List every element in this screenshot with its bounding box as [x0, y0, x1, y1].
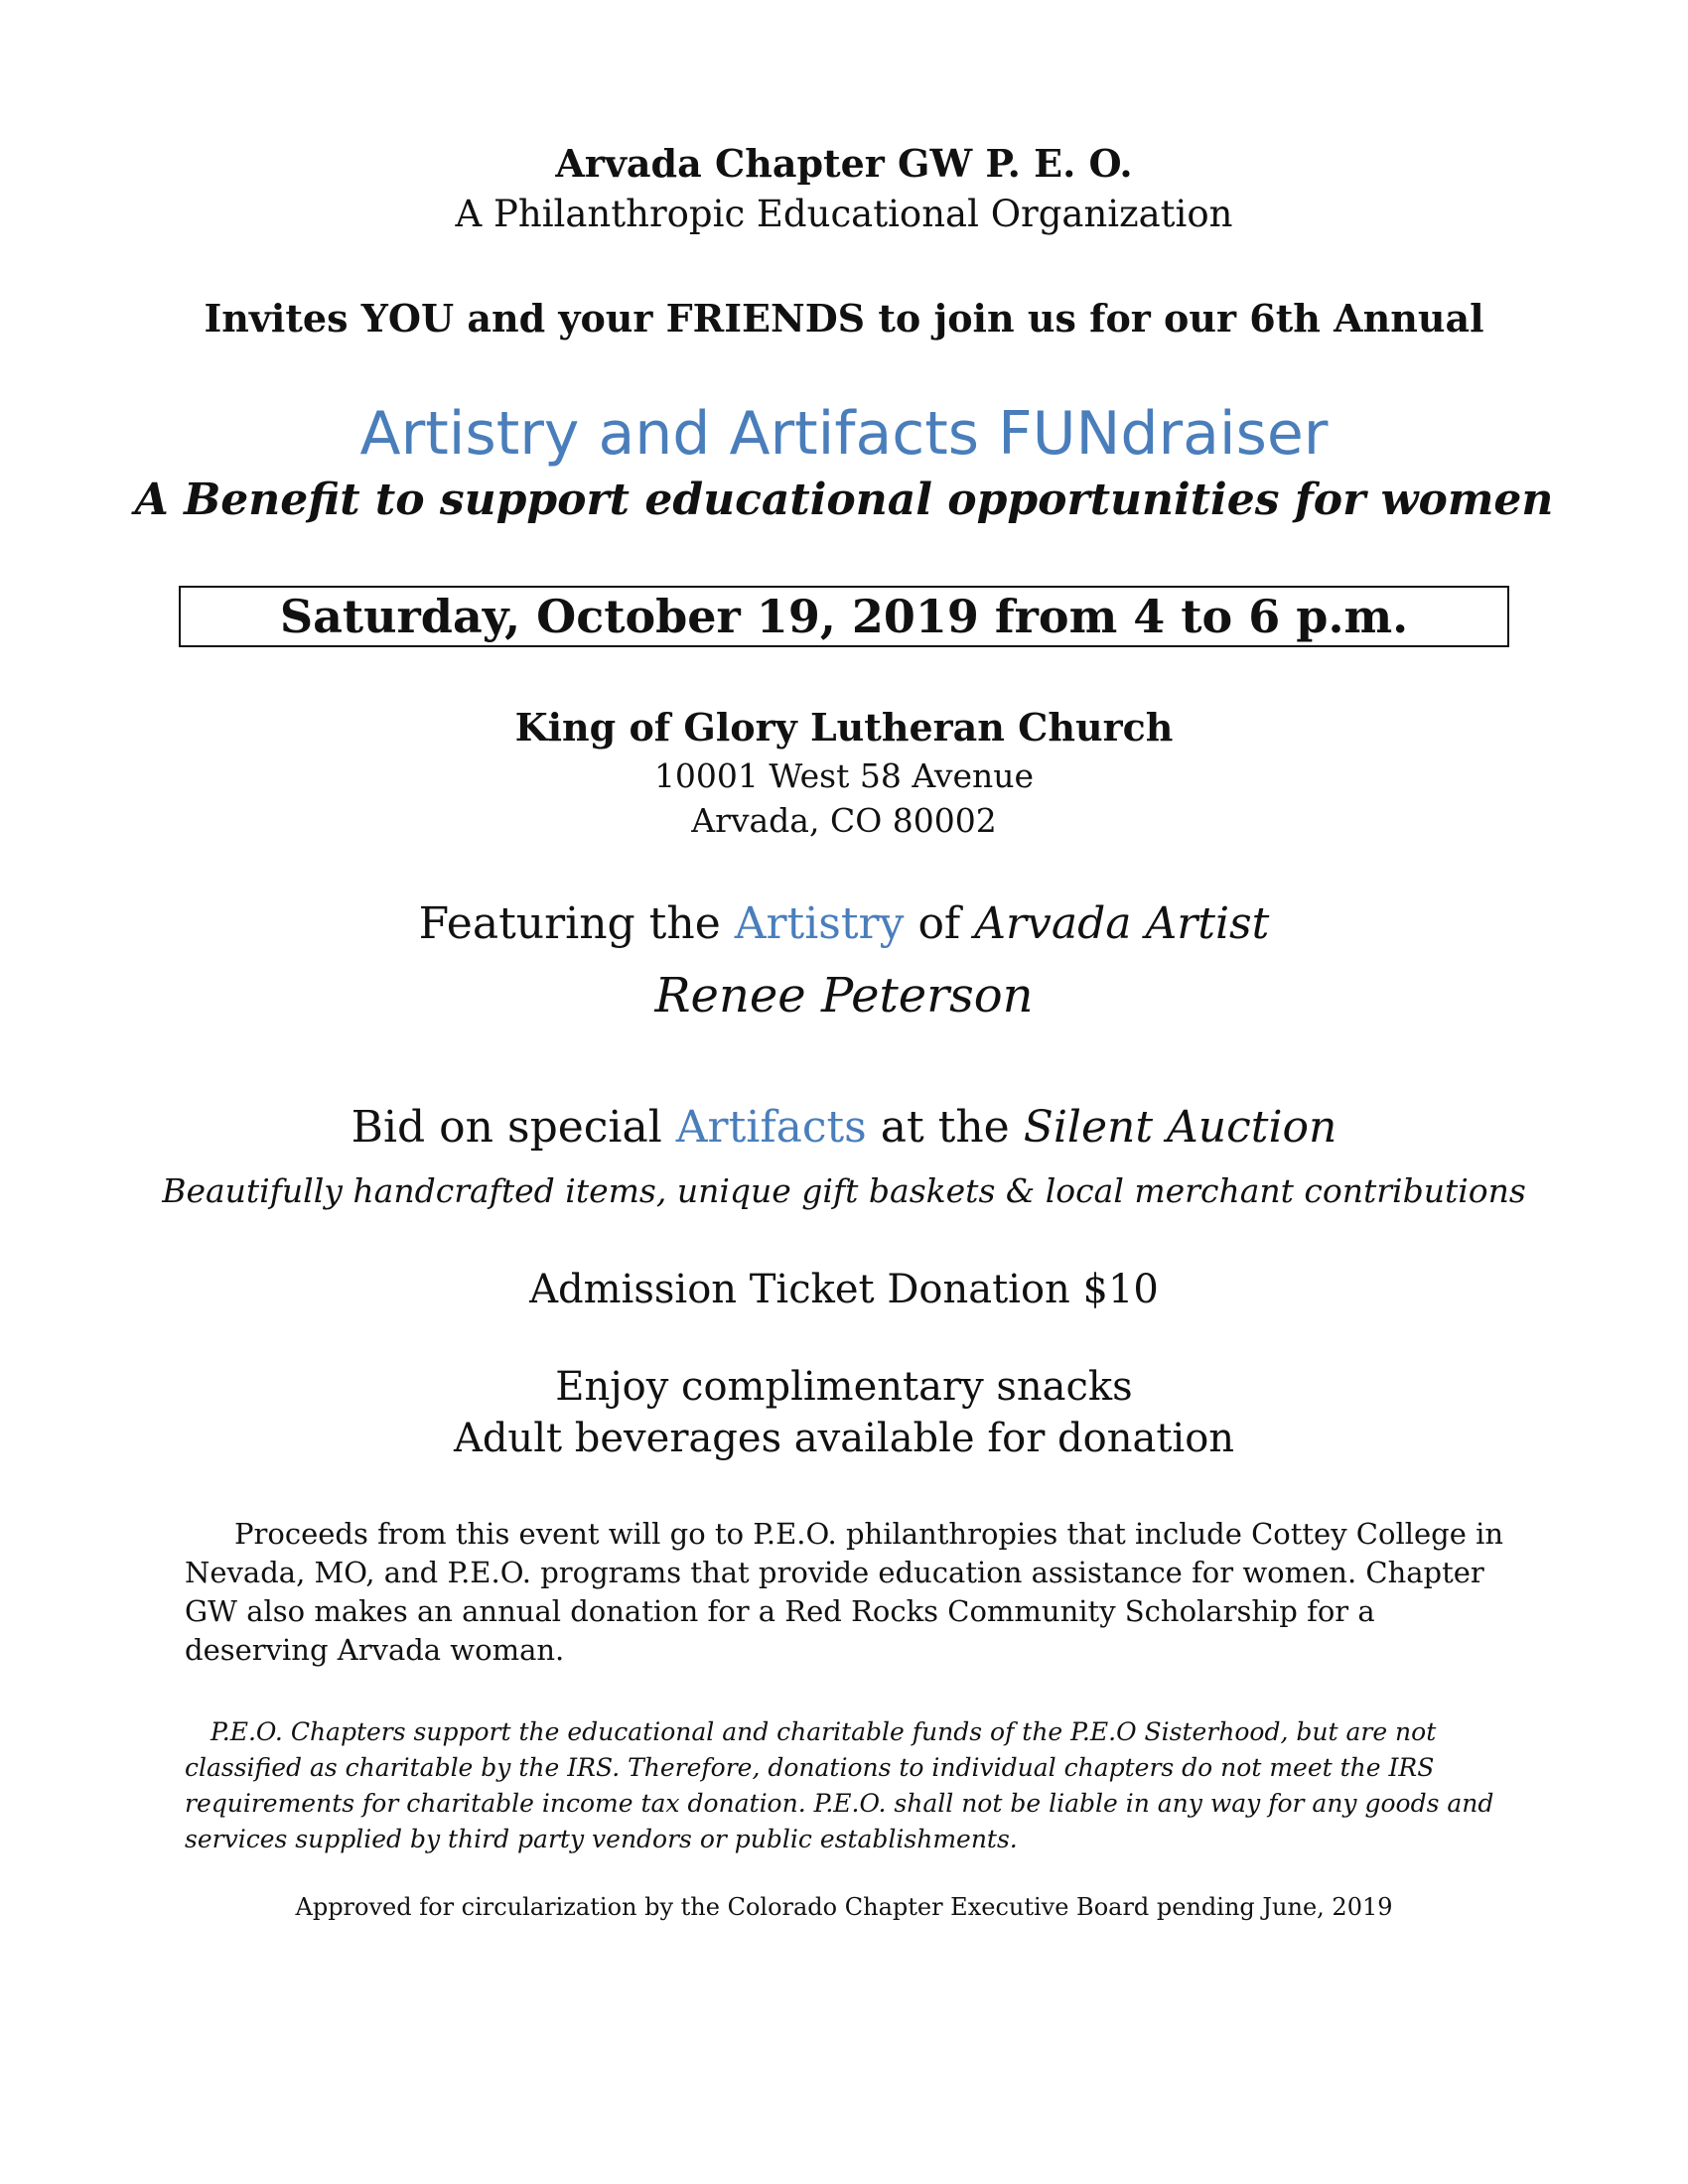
invitation-line: Invites YOU and your FRIENDS to join us for our 6th Annual — [204, 296, 1484, 341]
venue-street: 10001 West 58 Avenue — [653, 756, 1035, 795]
auction-name: Silent Auction — [1023, 1102, 1337, 1153]
disclaimer-text: P.E.O. Chapters support the educational and charitable funds of the P.E.O Sisterhood, but are not classified as charitable by the IRS. Therefore, donations to individual chapters do not meet the IRS requirements for charitable income tax donation. P.E.O. shall not be liable in any way for any goods and services supplied by third party vendors or public establishments. — [185, 1717, 1494, 1853]
event-subtitle: A Benefit to support educational opportunities for women — [134, 475, 1554, 525]
disclaimer-paragraph — [185, 1714, 1505, 1857]
beverages-line: Adult beverages available for donation — [453, 1416, 1235, 1461]
event-date-time: Saturday, October 19, 2019 from 4 to 6 p.m. — [279, 590, 1409, 643]
admission-price: Admission Ticket Donation $10 — [529, 1267, 1159, 1312]
featuring-prefix: Featuring the — [418, 898, 735, 949]
auction-line — [0, 1102, 1688, 1153]
featuring-highlight: Artistry — [734, 898, 905, 949]
snacks-line: Enjoy complimentary snacks — [555, 1364, 1133, 1410]
featuring-line — [0, 898, 1688, 949]
event-date-box — [179, 586, 1509, 647]
artist-name: Renee Peterson — [654, 968, 1034, 1024]
auction-prefix: Bid on special — [351, 1102, 676, 1153]
auction-detail: Beautifully handcrafted items, unique gift baskets & local merchant contributions — [162, 1171, 1526, 1210]
organization-tagline: A Philanthropic Educational Organization — [455, 193, 1233, 235]
venue-name: King of Glory Lutheran Church — [514, 705, 1174, 750]
auction-highlight: Artifacts — [675, 1102, 867, 1153]
event-title: Artistry and Artifacts FUNdraiser — [359, 399, 1329, 469]
artist-label: Arvada Artist — [974, 898, 1270, 949]
proceeds-text: Proceeds from this event will go to P.E.O. philanthropies that include Cottey College in Nevada, MO, and P.E.O. programs that provide education assistance for women. Chapter GW also makes an annual donation for a Red Rocks Community Scholarship for a deserving Arvada woman. — [185, 1517, 1504, 1667]
approval-note: Approved for circularization by the Colorado Chapter Executive Board pending June, 2019 — [295, 1893, 1393, 1921]
proceeds-paragraph — [185, 1515, 1505, 1670]
organization-name: Arvada Chapter GW P. E. O. — [555, 141, 1133, 186]
auction-middle: at the — [866, 1102, 1024, 1153]
venue-city: Arvada, CO 80002 — [691, 801, 997, 840]
featuring-middle: of — [904, 898, 975, 949]
